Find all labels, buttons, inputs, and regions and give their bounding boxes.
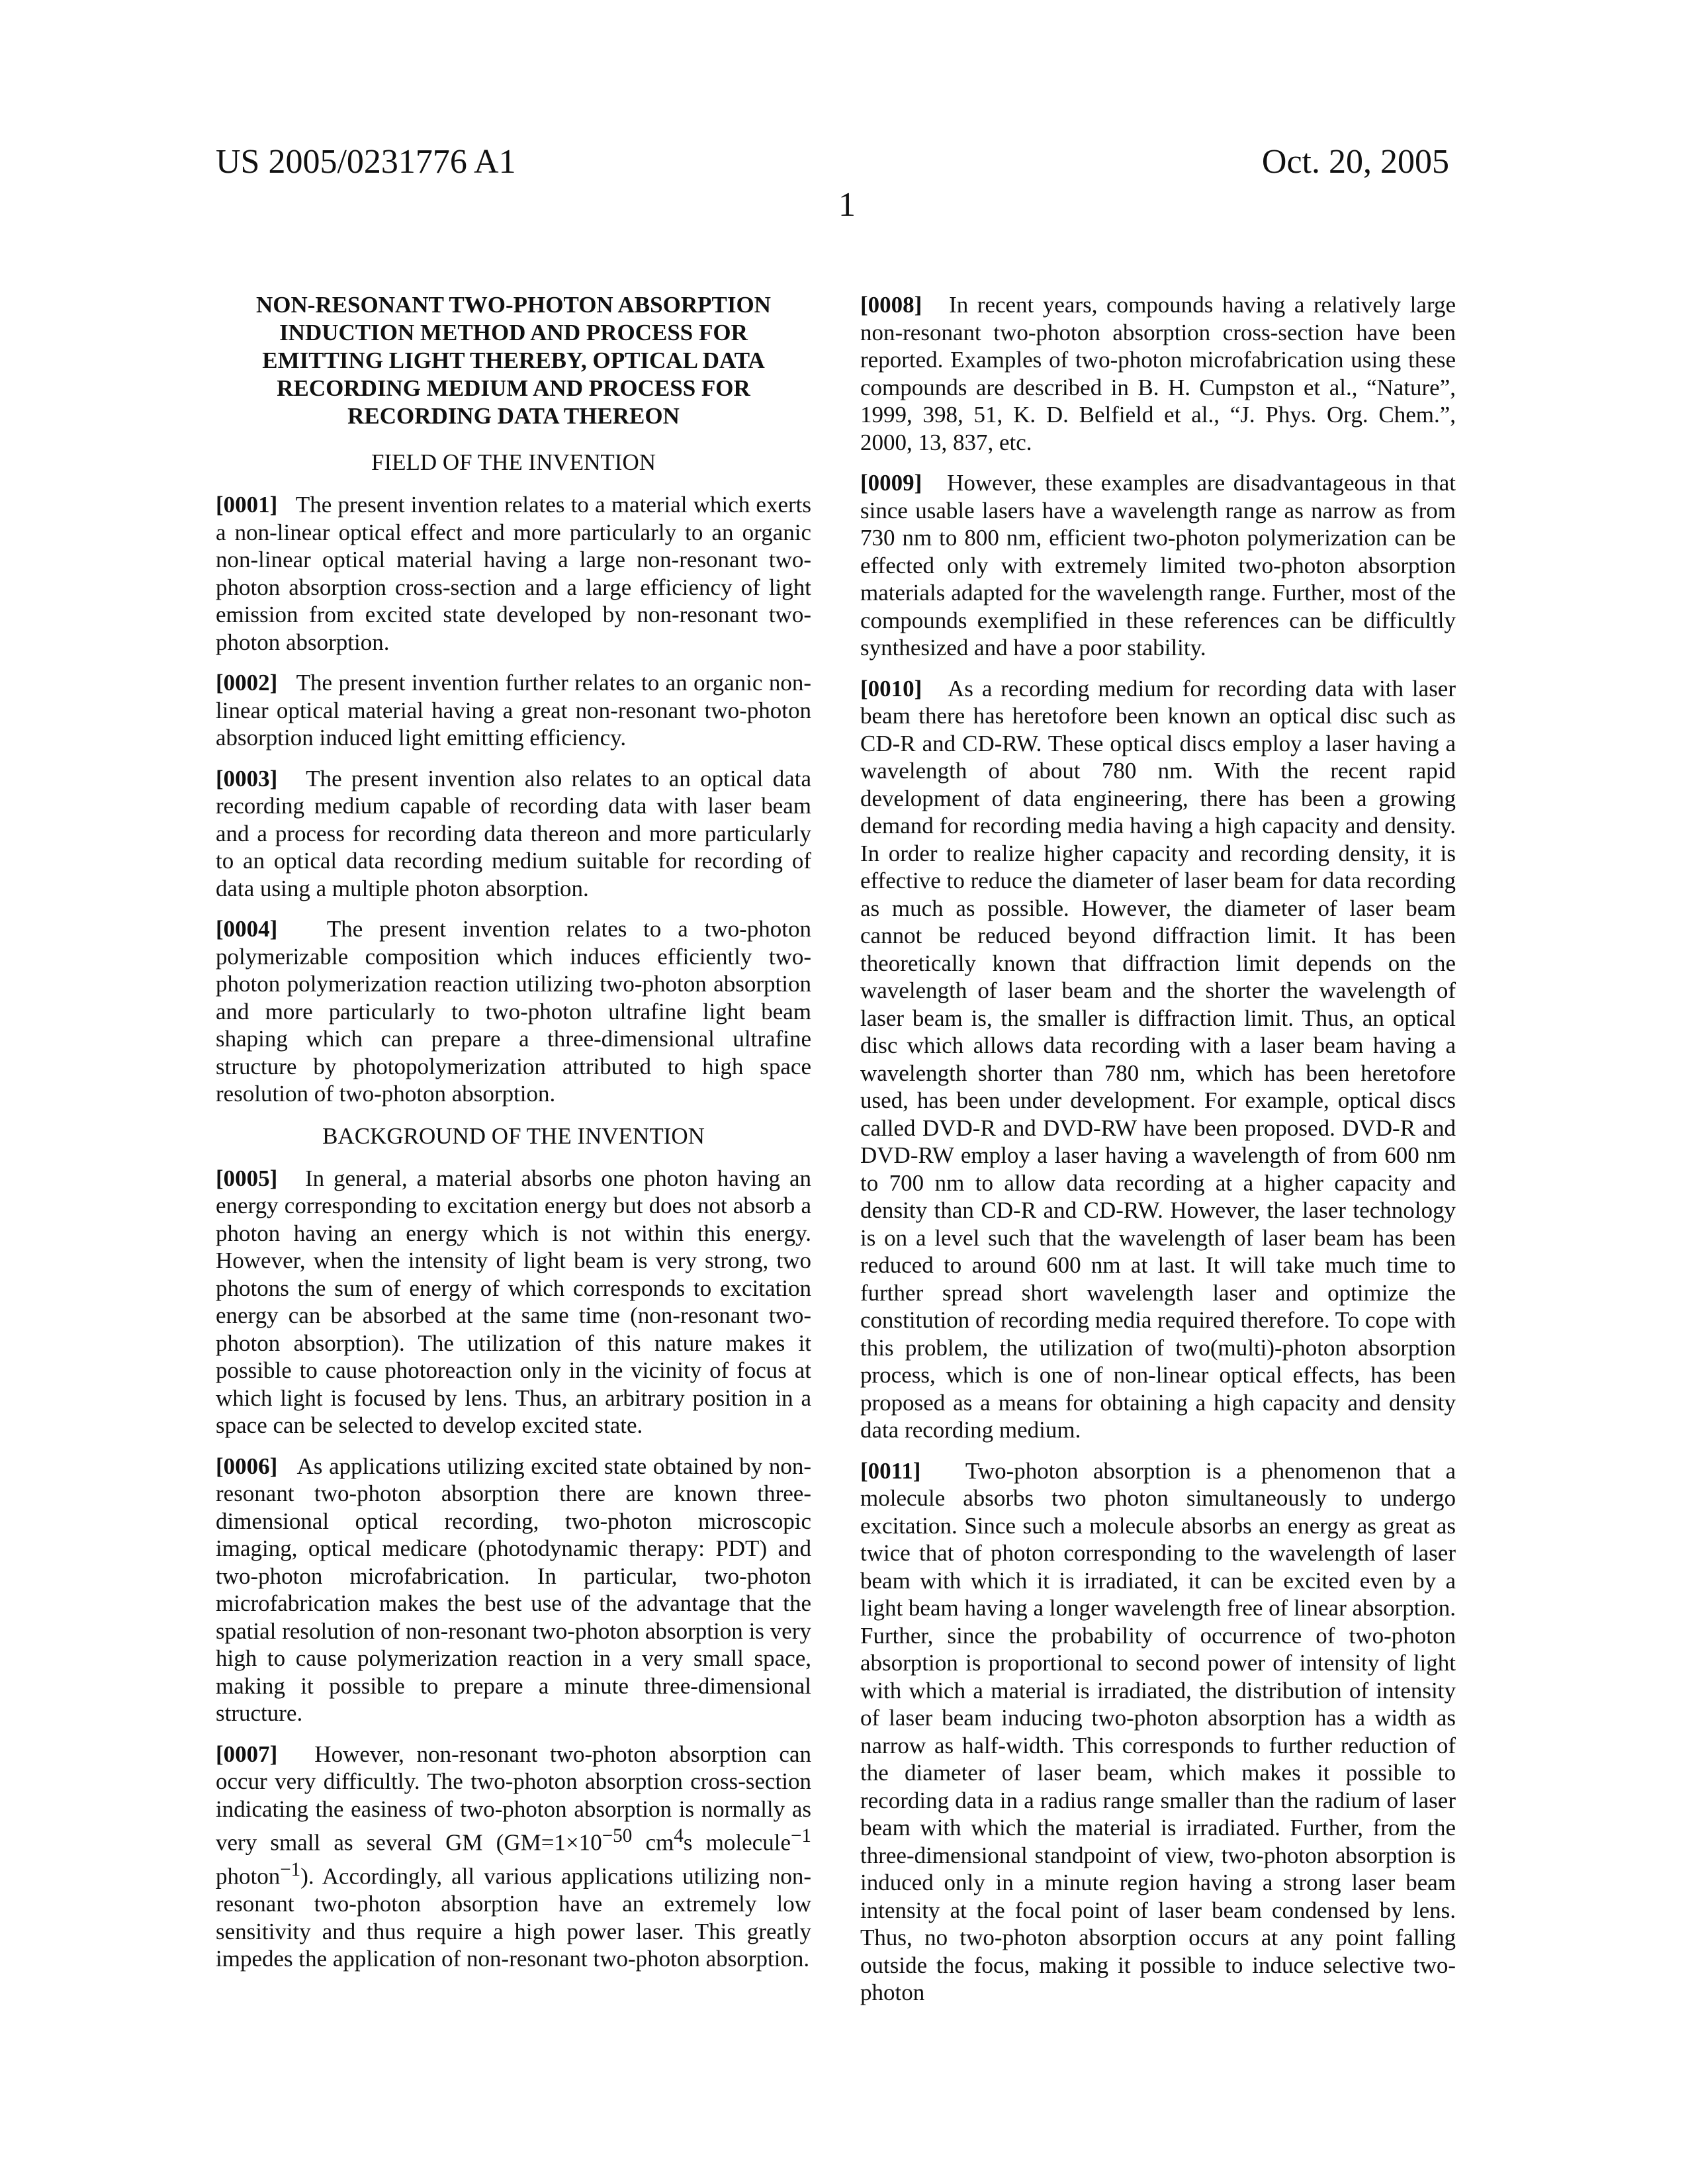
paragraph-number: [0002] bbox=[216, 670, 277, 696]
publication-number: US 2005/0231776 A1 bbox=[216, 142, 516, 182]
exponent: −1 bbox=[791, 1825, 811, 1846]
paragraph-number: [0003] bbox=[216, 766, 277, 792]
paragraph-0008 bbox=[860, 291, 1456, 456]
paragraph-number: [0009] bbox=[860, 470, 922, 496]
paragraph-text: However, these examples are disadvantageous in that since usable lasers have a wavelength range as narrow as from 730 nm to 800 nm, efficient two-photon polymerization can be effected only with extremely limited two-photon absorption materials adapted for the wavelength range. Further, most of the compounds exemplified in these references can be difficultly synthesized and have a poor stability. bbox=[860, 470, 1456, 660]
paragraph-0002 bbox=[216, 669, 811, 752]
paragraph-number: [0008] bbox=[860, 292, 922, 318]
paragraph-number: [0007] bbox=[216, 1741, 277, 1767]
exponent: −50 bbox=[602, 1825, 633, 1846]
paragraph-text: ). Accordingly, all various applications utilizing non-resonant two-photon absorption have an extremely low sensitivity and thus require a high power laser. This greatly impedes the application of non-resonant two-photon absorption. bbox=[216, 1864, 811, 1972]
document-title bbox=[216, 291, 811, 430]
paragraph-0007 bbox=[216, 1741, 811, 1973]
title-line: RECORDING MEDIUM AND PROCESS FOR bbox=[216, 375, 811, 402]
section-heading-background: BACKGROUND OF THE INVENTION bbox=[216, 1122, 811, 1150]
paragraph-0001 bbox=[216, 491, 811, 656]
paragraph-text: s molecule bbox=[684, 1830, 791, 1856]
paragraph-number: [0001] bbox=[216, 492, 277, 518]
paragraph-text: The present invention further relates to an organic non-linear optical material having a great non-resonant two-photon absorption induced light emitting efficiency. bbox=[216, 670, 811, 751]
paragraph-text: Two-photon absorption is a phenomenon that a molecule absorbs two photon simultaneously to undergo excitation. Since such a molecule absorbs an energy as great as twice that of photon corresponding to the wavelength of laser beam with which it is irradiated, it can be excited even by a light beam having a longer wavelength free of linear absorption. Further, since the probability of occurrence of two-photon absorption is proportional to second power of intensity of light with which a material is irradiated, the distribution of intensity of laser beam inducing two-photon absorption has a width as narrow as half-width. This corresponds to further reduction of the diameter of laser beam, which makes it possible to recording data in a radius range smaller than the radium of laser beam with which the material is irradiated. Further, from the three-dimensional standpoint of view, two-photon absorption is induced only in a minute region having a strong laser beam intensity at the focal point of laser beam condensed by lens. Thus, no two-photon absorption occurs at any point falling outside the focus, making it possible to induce selective two-photon bbox=[860, 1458, 1456, 2006]
paragraph-text: As a recording medium for recording data with laser beam there has heretofore been known an optical disc such as CD-R and CD-RW. These optical discs employ a laser having a wavelength of about 780 nm. With the recent rapid development of data engineering, there has been a growing demand for recording media having a high capacity and density. In order to realize higher capacity and recording density, it is effective to reduce the diameter of laser beam for data recording as much as possible. However, the diameter of laser beam cannot be reduced beyond diffraction limit. It has been theoretically known that diffraction limit depends on the wavelength of laser beam and the shorter the wavelength of laser beam is, the smaller is diffraction limit. Thus, an optical disc which allows data recording with a laser beam having a wavelength shorter than 780 nm, which has been heretofore used, has been under development. For example, optical discs called DVD-R and DVD-RW have been proposed. DVD-R and DVD-RW employ a laser having a wavelength of from 600 nm to 700 nm to allow data recording at a higher capacity and density than CD-R and CD-RW. However, the laser technology is on a level such that the wavelength of laser beam has been reduced to around 600 nm at last. It will take much time to further spread short wavelength laser and optimize the constitution of recording media required therefore. To cope with this problem, the utilization of two(multi)-photon absorption process, which is one of non-linear optical effects, has been proposed as a means for obtaining a high capacity and density data recording medium. bbox=[860, 676, 1456, 1443]
right-column bbox=[860, 291, 1456, 2007]
publication-date: Oct. 20, 2005 bbox=[1262, 142, 1449, 182]
left-column bbox=[216, 291, 811, 1986]
paragraph-text: However, non-resonant two-photon absorption can occur very difficultly. The two-photon absorption cross-section indicating the easiness of two-photon absorption is normally as very small as several GM (GM=1×10 bbox=[216, 1741, 811, 1856]
paragraph-0006 bbox=[216, 1453, 811, 1727]
paragraph-text: As applications utilizing excited state obtained by non-resonant two-photon absorption there are known three-dimensional optical recording, two-photon microscopic imaging, optical medicare (photodynamic therapy: PDT) and two-photon microfabrication. In particular, two-photon microfabrication makes the best use of the advantage that the spatial resolution of non-resonant two-photon absorption is very high to cause polymerization reaction in a very small space, making it possible to prepare a minute three-dimensional structure. bbox=[216, 1453, 811, 1727]
exponent: 4 bbox=[674, 1825, 684, 1846]
title-line: INDUCTION METHOD AND PROCESS FOR bbox=[216, 319, 811, 347]
paragraph-text: In general, a material absorbs one photon having an energy corresponding to excitation energy but does not absorb a photon having an energy which is not within this energy. However, when the intensity of light beam is very strong, two photons the sum of energy of which corresponds to excitation energy can be absorbed at the same time (non-resonant two-photon absorption). The utilization of this nature makes it possible to cause photoreaction only in the vicinity of focus at which light is focused by lens. Thus, an arbitrary position in a space can be selected to develop excited state. bbox=[216, 1165, 811, 1439]
title-line: RECORDING DATA THEREON bbox=[216, 402, 811, 430]
title-line: NON-RESONANT TWO-PHOTON ABSORPTION bbox=[216, 291, 811, 319]
paragraph-0004 bbox=[216, 915, 811, 1108]
paragraph-text: The present invention relates to a material which exerts a non-linear optical effect and more particularly to an organic non-linear optical material having a large non-resonant two-photon absorption cross-section and a large efficiency of light emission from excited state developed by non-resonant two-photon absorption. bbox=[216, 492, 811, 655]
page-number: 1 bbox=[0, 185, 1694, 225]
paragraph-text: cm bbox=[632, 1830, 674, 1856]
paragraph-0010 bbox=[860, 675, 1456, 1444]
paragraph-0005 bbox=[216, 1165, 811, 1439]
paragraph-text: In recent years, compounds having a relatively large non-resonant two-photon absorption cross-section have been reported. Examples of two-photon microfabrication using these compounds are described in B. H. Cumpston et al., “Nature”, 1999, 398, 51, K. D. Belfield et al., “J. Phys. Org. Chem.”, 2000, 13, 837, etc. bbox=[860, 292, 1456, 455]
paragraph-number: [0005] bbox=[216, 1165, 277, 1191]
paragraph-0009 bbox=[860, 469, 1456, 662]
paragraph-text: The present invention also relates to an optical data recording medium capable of recording data with laser beam and a process for recording data thereon and more particularly to an optical data recording medium suitable for recording of data using a multiple photon absorption. bbox=[216, 766, 811, 901]
section-heading-field: FIELD OF THE INVENTION bbox=[216, 449, 811, 477]
paragraph-0003 bbox=[216, 765, 811, 903]
paragraph-number: [0010] bbox=[860, 676, 922, 702]
paragraph-text: photon bbox=[216, 1864, 280, 1889]
paragraph-text: The present invention relates to a two-photon polymerizable composition which induces efficiently two-photon polymerization reaction utilizing two-photon absorption and more particularly to two-photon ultrafine light beam shaping which can prepare a three-dimensional ultrafine structure by photopolymerization attributed to high space resolution of two-photon absorption. bbox=[216, 916, 811, 1107]
paragraph-0011 bbox=[860, 1457, 1456, 2007]
paragraph-number: [0011] bbox=[860, 1458, 920, 1484]
paragraph-number: [0006] bbox=[216, 1453, 277, 1479]
exponent: −1 bbox=[280, 1859, 300, 1880]
title-line: EMITTING LIGHT THEREBY, OPTICAL DATA bbox=[216, 347, 811, 375]
paragraph-number: [0004] bbox=[216, 916, 277, 942]
